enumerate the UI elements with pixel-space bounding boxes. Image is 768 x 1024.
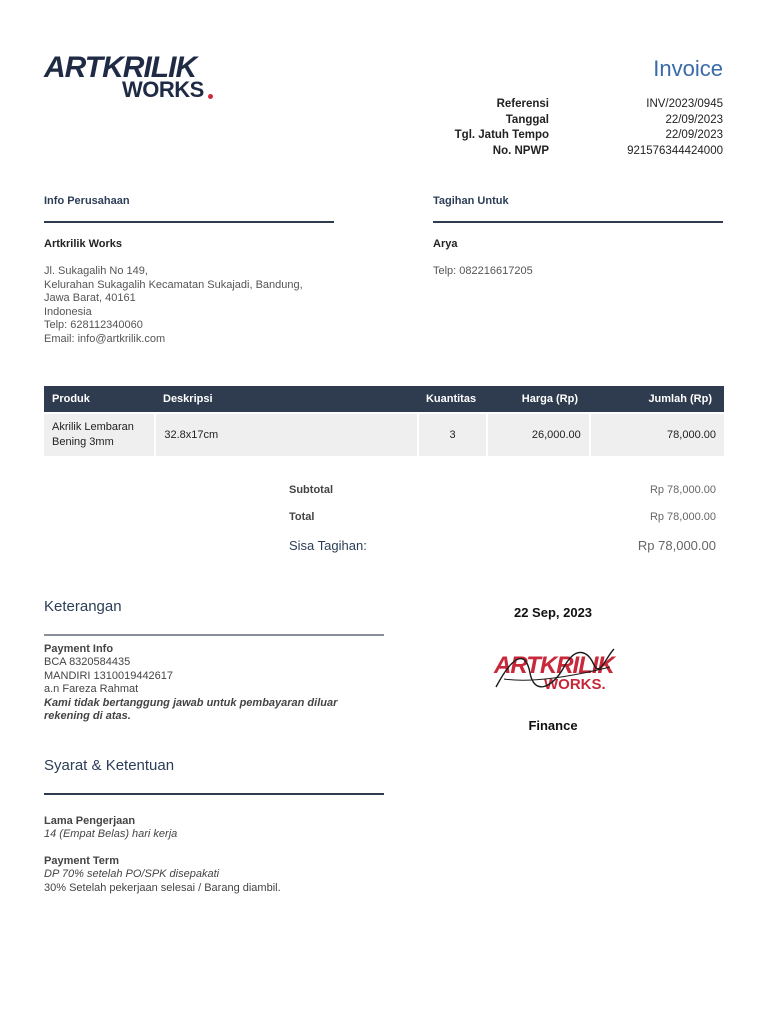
cell-price: 26,000.00: [488, 414, 588, 456]
logo-dot: [208, 94, 213, 99]
address-line: Jawa Barat, 40161: [44, 292, 136, 305]
billto-name: Arya: [433, 238, 458, 250]
invoice-meta: [380, 97, 723, 159]
meta-label: Referensi: [496, 98, 549, 110]
terms-payment: [44, 855, 281, 895]
company-section-label: Info Perusahaan: [44, 195, 130, 207]
disclaimer-line: rekening di atas.: [44, 710, 131, 723]
company-divider: [44, 221, 334, 223]
address-line: Telp: 628112340060: [44, 319, 143, 332]
product-line: Bening 3mm: [52, 436, 114, 448]
payment-info-label: Payment Info: [44, 643, 114, 655]
amount-due-value: Rp 78,000.00: [637, 538, 716, 553]
company-logo: [44, 52, 224, 104]
meta-row: [380, 113, 723, 129]
table-header: [44, 386, 724, 412]
terms-title: Syarat & Ketentuan: [44, 757, 175, 774]
duration-label: Lama Pengerjaan: [44, 815, 136, 827]
header-description: Deskripsi: [163, 393, 213, 405]
payment-info-line: BCA 8320584435: [44, 656, 131, 669]
items-table: [44, 386, 724, 456]
address-line: Email: info@artkrilik.com: [44, 332, 166, 345]
cell-description: 32.8x17cm: [156, 414, 416, 456]
company-name: Artkrilik Works: [44, 238, 123, 250]
product-line: Akrilik Lembaran: [52, 421, 134, 433]
stamp-text-line1: ARTKRILIK: [494, 652, 614, 679]
address-line: Indonesia: [44, 305, 92, 318]
terms-divider: [44, 793, 384, 795]
billto-section-label: Tagihan Untuk: [433, 195, 509, 207]
header-amount: Jumlah (Rp): [648, 393, 712, 405]
header-price: Harga (Rp): [521, 393, 578, 405]
meta-value: INV/2023/0945: [646, 98, 723, 110]
amount-due-label: Sisa Tagihan:: [289, 538, 367, 553]
logo-line1: ARTKRILIK: [44, 51, 197, 84]
duration-value: 14 (Empat Belas) hari kerja: [44, 828, 178, 841]
subtotal-label: Subtotal: [289, 484, 333, 496]
meta-value: 921576344424000: [627, 144, 723, 157]
signature-role: Finance: [528, 718, 578, 733]
billto-divider: [433, 221, 723, 223]
meta-value: 22/09/2023: [665, 113, 723, 126]
signature-date: 22 Sep, 2023: [513, 605, 593, 620]
total-value: Rp 78,000.00: [649, 511, 716, 523]
table-row: [44, 414, 724, 456]
payment-term-label: Payment Term: [44, 855, 119, 867]
payment-info-line: a.n Fareza Rahmat: [44, 683, 139, 696]
total-label: Total: [289, 511, 315, 523]
invoice-title: Invoice: [653, 56, 723, 81]
address-line: Jl. Sukagalih No 149,: [44, 265, 148, 277]
stamp-text-line2: WORKS.: [544, 676, 606, 693]
logo-line2: WORKS: [122, 77, 204, 102]
header-quantity: Kuantitas: [425, 393, 477, 405]
subtotal-value: Rp 78,000.00: [649, 484, 716, 496]
cell-amount: 78,000.00: [591, 414, 724, 456]
meta-row: [380, 144, 723, 160]
meta-label: Tgl. Jatuh Tempo: [454, 129, 549, 141]
notes-title: Keterangan: [44, 598, 122, 615]
payment-term-line: 30% Setelah pekerjaan selesai / Barang diambil.: [44, 881, 281, 894]
signature-stamp: [490, 643, 620, 695]
meta-value: 22/09/2023: [665, 129, 723, 141]
payment-info-line: MANDIRI 1310019442617: [44, 669, 174, 682]
meta-label: No. NPWP: [492, 144, 549, 157]
notes-body: [44, 643, 337, 723]
payment-term-line: DP 70% setelah PO/SPK disepakati: [44, 868, 220, 881]
meta-row: [380, 97, 723, 113]
cell-product: [44, 414, 154, 456]
meta-row: [380, 128, 723, 144]
billto-phone: Telp: 082216617205: [433, 265, 533, 277]
header-product: Produk: [52, 393, 90, 405]
disclaimer-line: Kami tidak bertanggung jawab untuk pembayaran diluar: [44, 696, 338, 709]
address-line: Kelurahan Sukagalih Kecamatan Sukajadi, Bandung,: [44, 278, 303, 291]
cell-quantity: 3: [419, 414, 487, 456]
meta-label: Tanggal: [505, 113, 549, 126]
notes-divider: [44, 634, 384, 636]
company-address: [44, 265, 303, 347]
terms-duration: [44, 815, 177, 842]
